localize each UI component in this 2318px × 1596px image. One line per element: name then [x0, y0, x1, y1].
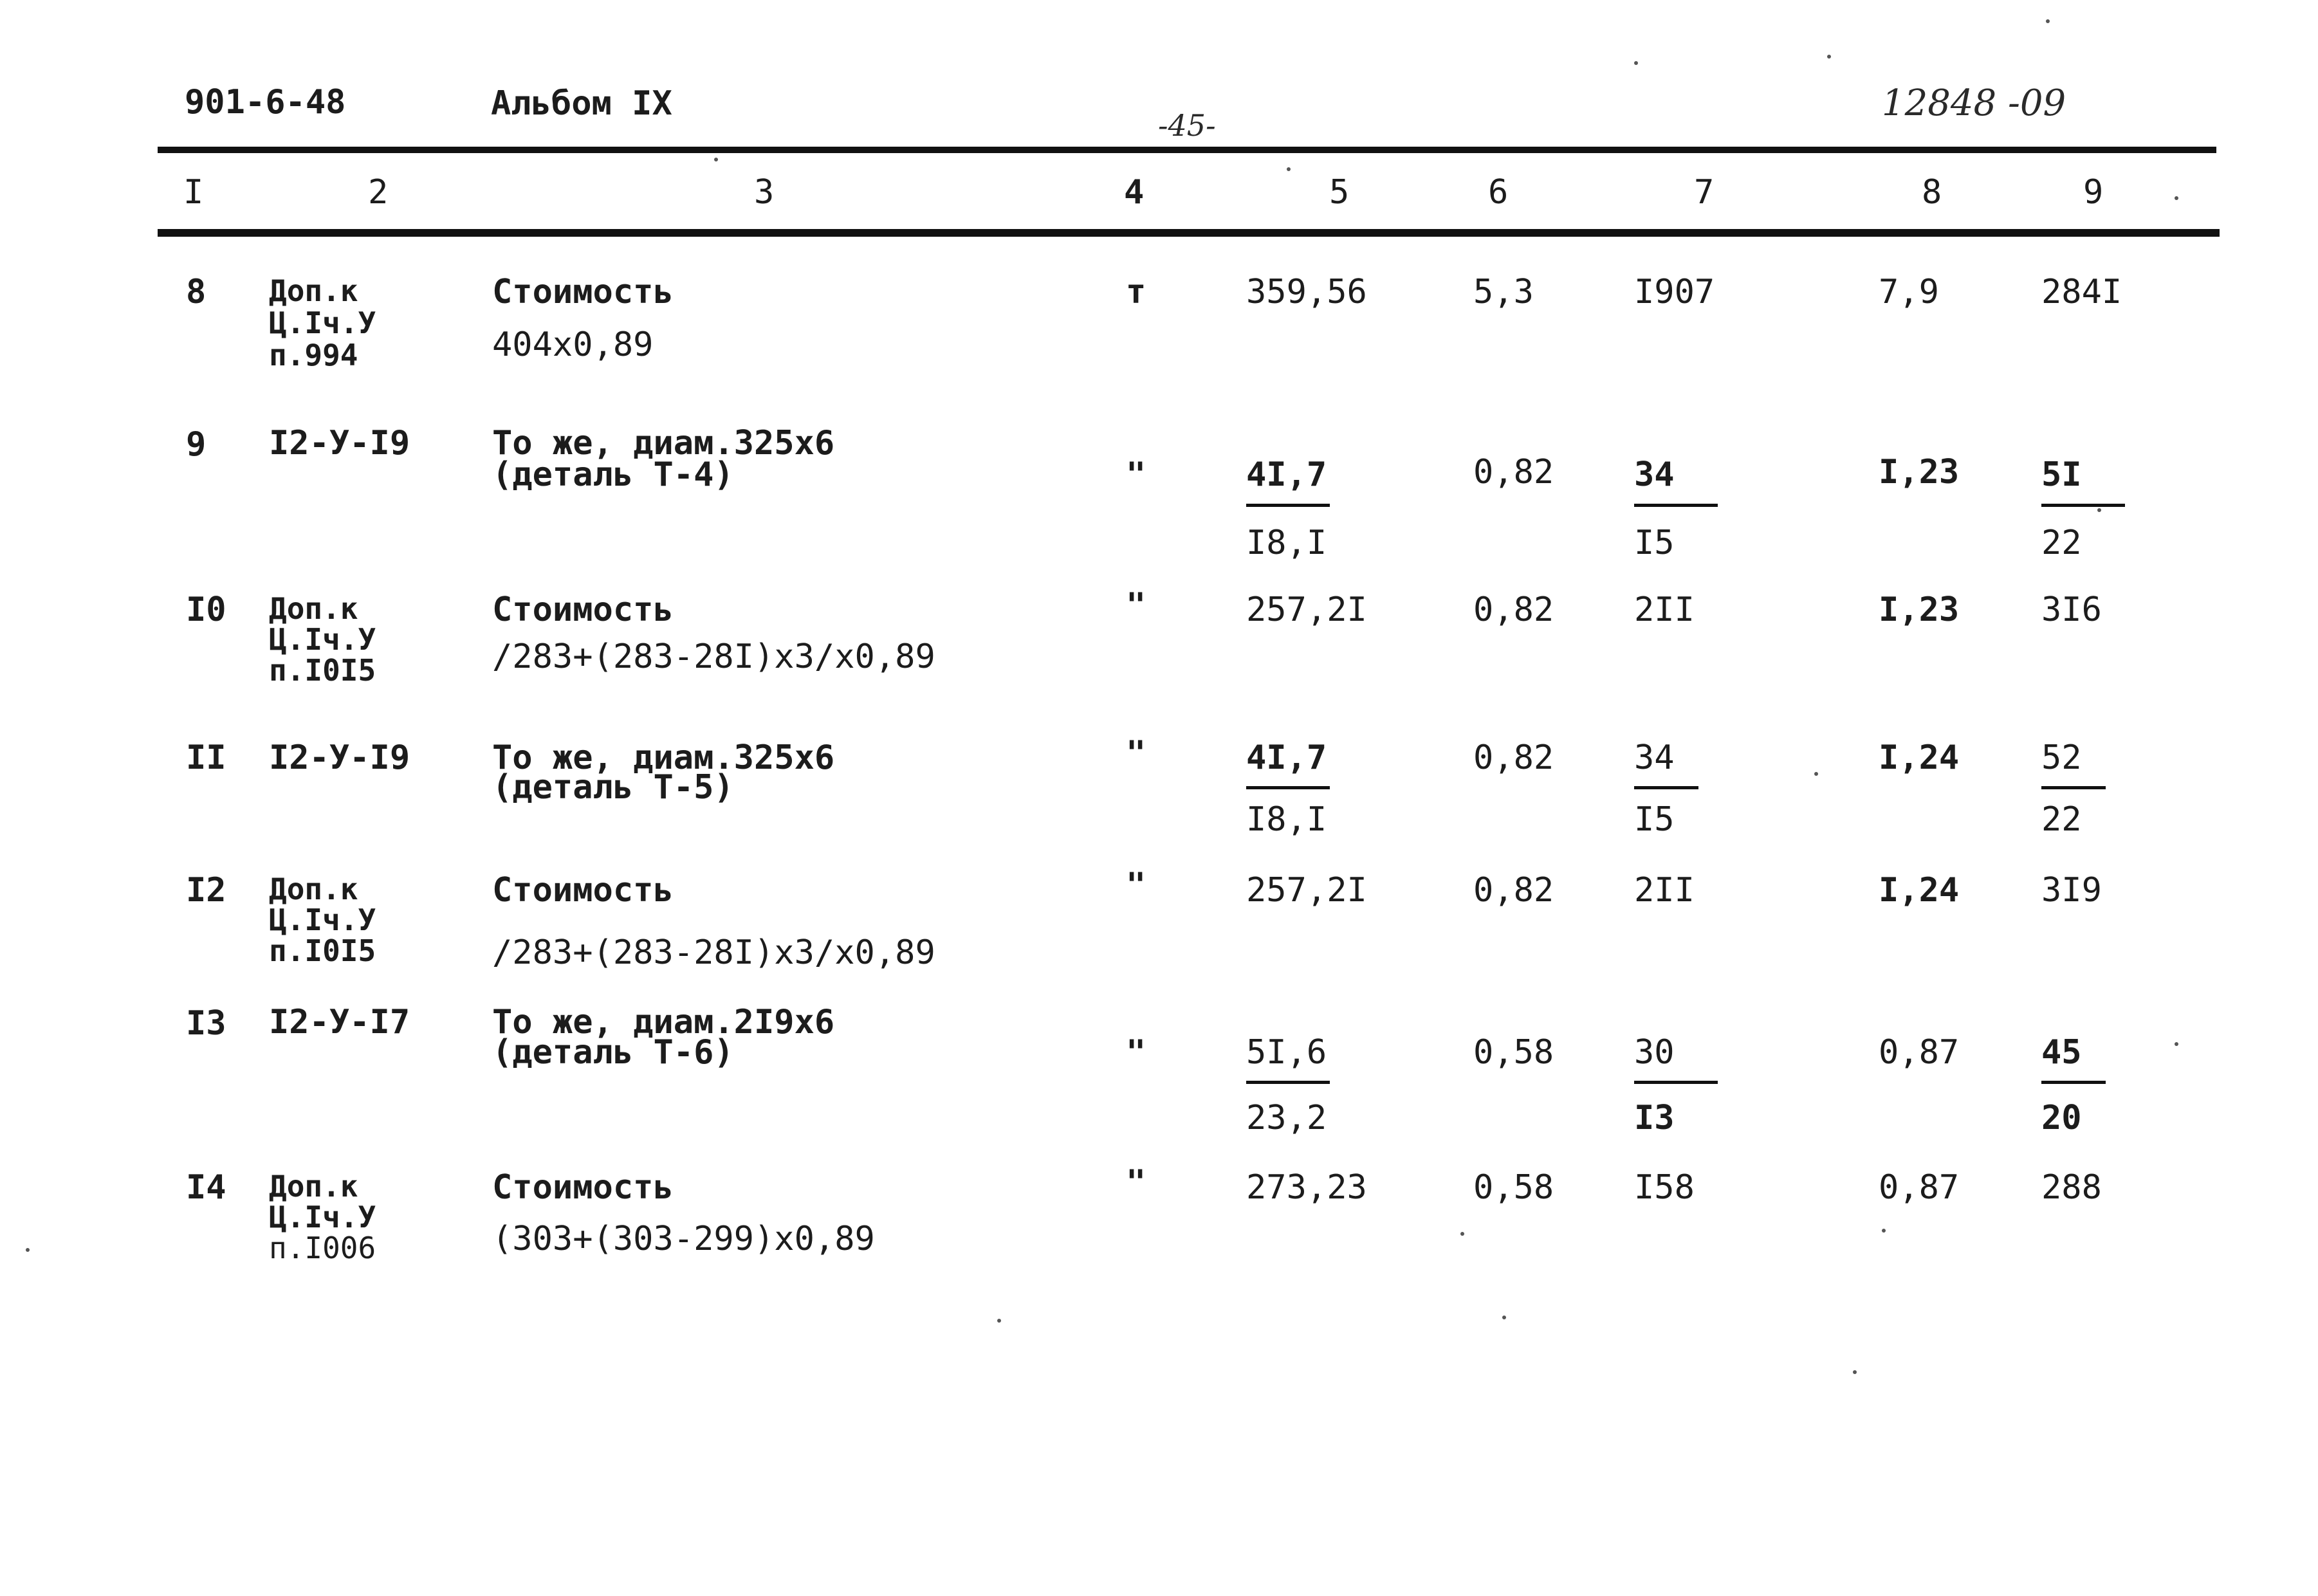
unit-cell: " — [1126, 1163, 1146, 1202]
row-number: I3 — [186, 1004, 226, 1043]
description-line: /283+(283-28I)x3/x0,89 — [492, 637, 935, 676]
cell-col8: 0,87 — [1879, 1168, 1960, 1207]
description-line: (деталь Т-4) — [492, 455, 734, 494]
cell-col6: 0,58 — [1473, 1033, 1554, 1072]
cell-col5-denominator: I8,I — [1246, 800, 1327, 839]
scan-speck — [26, 1248, 30, 1252]
unit-cell: " — [1126, 586, 1146, 625]
description-line: /283+(283-28I)x3/x0,89 — [492, 933, 935, 972]
row-number: 9 — [186, 425, 207, 464]
scan-speck — [1853, 1370, 1857, 1374]
column-header-3: 3 — [754, 173, 775, 212]
fraction-bar — [1246, 1081, 1330, 1084]
cell-col8: I,23 — [1879, 591, 1960, 629]
ref-line: Ц.Iч.У — [269, 1200, 376, 1234]
fraction-bar — [1634, 786, 1698, 789]
description-line: (303+(303-299)x0,89 — [492, 1220, 875, 1258]
scan-speck — [714, 158, 718, 161]
cell-col7: I907 — [1634, 273, 1715, 311]
cell-col9-denominator: 22 — [2041, 524, 2082, 562]
ref-line: I2-У-I9 — [269, 738, 410, 777]
scan-speck — [2175, 1042, 2178, 1046]
scan-speck — [1827, 55, 1831, 59]
column-header-5: 5 — [1329, 173, 1350, 212]
row-number: 8 — [186, 273, 207, 311]
fraction-bar — [1634, 1081, 1718, 1084]
cell-col6: 0,58 — [1473, 1168, 1554, 1207]
column-header-2: 2 — [368, 173, 389, 212]
ref-line: п.I0I5 — [269, 933, 376, 968]
cell-col5-denominator: I8,I — [1246, 524, 1327, 562]
sheet-number: 12848 -09 — [1882, 82, 2066, 124]
cell-col5: 257,2I — [1246, 871, 1367, 910]
description-line: Стоимость — [492, 871, 674, 910]
scan-speck — [1814, 772, 1818, 776]
cell-col7-numerator: 34 — [1634, 455, 1675, 494]
header-bottom-rule — [158, 229, 2220, 237]
cell-col8: 7,9 — [1879, 273, 1939, 311]
ref-line: Ц.Iч.У — [269, 622, 376, 657]
scan-speck — [1460, 1232, 1464, 1236]
cell-col9: 284I — [2041, 273, 2122, 311]
row-number: I0 — [186, 591, 226, 629]
cell-col7: I58 — [1634, 1168, 1695, 1207]
column-header-8: 8 — [1922, 173, 1942, 212]
description-line: Стоимость — [492, 591, 674, 629]
unit-cell: т — [1126, 273, 1146, 311]
cell-col8: I,24 — [1879, 738, 1960, 777]
ref-line: I2-У-I9 — [269, 424, 410, 463]
cell-col7-numerator: 34 — [1634, 738, 1675, 777]
scan-speck — [1502, 1316, 1506, 1319]
cell-col9-denominator: 20 — [2041, 1099, 2082, 1137]
description-line: (деталь Т-5) — [492, 768, 734, 807]
column-header-7: 7 — [1694, 173, 1715, 212]
unit-cell: " — [1126, 1033, 1146, 1072]
row-number: I4 — [186, 1168, 226, 1207]
fraction-bar — [2041, 504, 2125, 507]
ref-line: Доп.к — [269, 273, 358, 308]
cell-col5: 257,2I — [1246, 591, 1367, 629]
fraction-bar — [1634, 504, 1718, 507]
description-line: То же, диам.325x6 — [492, 424, 835, 463]
cell-col5: 359,56 — [1246, 273, 1367, 311]
ref-line: I2-У-I7 — [269, 1003, 410, 1041]
cell-col9-denominator: 22 — [2041, 800, 2082, 839]
ref-line: Доп.к — [269, 591, 358, 626]
cell-col6: 0,82 — [1473, 591, 1554, 629]
scan-speck — [2097, 508, 2101, 512]
scan-speck — [1287, 167, 1291, 171]
column-header-9: 9 — [2083, 173, 2104, 212]
column-header-6: 6 — [1488, 173, 1509, 212]
cell-col9-numerator: 52 — [2041, 738, 2082, 777]
cell-col9: 3I9 — [2041, 871, 2102, 910]
cell-col9: 3I6 — [2041, 591, 2102, 629]
cell-col5-denominator: 23,2 — [1246, 1099, 1327, 1137]
fraction-bar — [2041, 1081, 2106, 1084]
description-line: То же, диам.2I9x6 — [492, 1003, 835, 1041]
album-title: Альбом IX — [491, 84, 672, 123]
ref-line: п.I006 — [269, 1231, 376, 1265]
scan-speck — [2046, 19, 2050, 23]
ref-line: Доп.к — [269, 1169, 358, 1204]
description-line: Стоимость — [492, 273, 674, 311]
cell-col5-numerator: 5I,6 — [1246, 1033, 1327, 1072]
description-line: Стоимость — [492, 1168, 674, 1207]
unit-cell: " — [1126, 734, 1146, 773]
cell-col9-numerator: 45 — [2041, 1033, 2082, 1072]
scan-speck — [1634, 61, 1638, 65]
cell-col6: 0,82 — [1473, 453, 1554, 491]
ref-line: Ц.Iч.У — [269, 306, 376, 340]
scan-speck — [1882, 1229, 1886, 1233]
cell-col7-numerator: 30 — [1634, 1033, 1675, 1072]
cell-col7-denominator: I3 — [1634, 1099, 1675, 1137]
cell-col6: 5,3 — [1473, 273, 1534, 311]
cell-col9-numerator: 5I — [2041, 455, 2082, 494]
unit-cell: " — [1126, 455, 1146, 494]
description-line: 404x0,89 — [492, 326, 654, 364]
document-code: 901-6-48 — [185, 83, 346, 122]
page-number: -45- — [1158, 108, 1216, 143]
cell-col6: 0,82 — [1473, 871, 1554, 910]
cell-col8: I,24 — [1879, 871, 1960, 910]
cell-col8: 0,87 — [1879, 1033, 1960, 1072]
cell-col7-denominator: I5 — [1634, 800, 1675, 839]
row-number: II — [186, 738, 226, 777]
column-header-4: 4 — [1124, 173, 1145, 212]
cell-col5-numerator: 4I,7 — [1246, 738, 1327, 777]
cell-col8: I,23 — [1879, 453, 1960, 491]
column-header-1: I — [183, 173, 204, 212]
cell-col7-denominator: I5 — [1634, 524, 1675, 562]
fraction-bar — [1246, 504, 1330, 507]
cell-col5-numerator: 4I,7 — [1246, 455, 1327, 494]
cell-col7: 2II — [1634, 871, 1695, 910]
row-number: I2 — [186, 871, 226, 910]
cell-col9: 288 — [2041, 1168, 2102, 1207]
cell-col5: 273,23 — [1246, 1168, 1367, 1207]
description-line: (деталь Т-6) — [492, 1033, 734, 1072]
description-line: То же, диам.325x6 — [492, 738, 835, 777]
ref-line: Доп.к — [269, 872, 358, 906]
unit-cell: " — [1126, 866, 1146, 904]
cell-col7: 2II — [1634, 591, 1695, 629]
scan-speck — [2175, 196, 2178, 200]
scan-speck — [997, 1319, 1001, 1323]
header-top-rule — [158, 147, 2216, 153]
fraction-bar — [1246, 786, 1330, 789]
ref-line: п.I0I5 — [269, 653, 376, 688]
fraction-bar — [2041, 786, 2106, 789]
ref-line: п.994 — [269, 338, 358, 372]
cell-col6: 0,82 — [1473, 738, 1554, 777]
ref-line: Ц.Iч.У — [269, 903, 376, 937]
